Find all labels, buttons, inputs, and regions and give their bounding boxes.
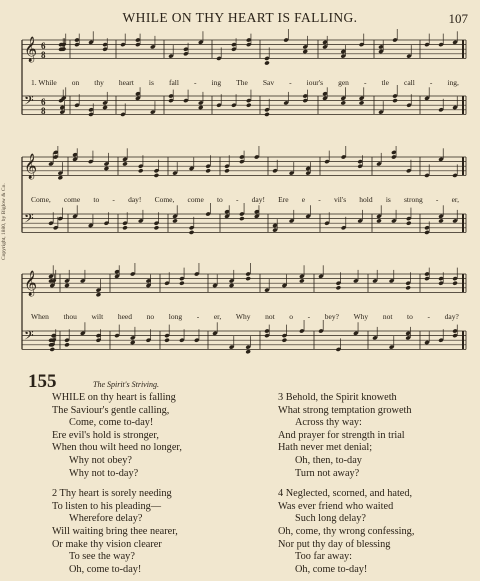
lyric-syllable: e xyxy=(301,195,306,204)
lyric-syllable: - xyxy=(307,312,311,321)
note-head xyxy=(239,216,245,221)
lyric-syllable: day! xyxy=(128,195,142,204)
verse-line: Oh, come to-day! xyxy=(69,563,142,575)
song-title: WHILE ON THY HEART IS FALLING. xyxy=(122,10,358,25)
lyrics-line-1 xyxy=(30,78,460,87)
note-head xyxy=(64,283,70,288)
note-head xyxy=(302,49,308,54)
note-head xyxy=(392,98,398,103)
lyric-syllable: fall xyxy=(168,78,179,87)
verse-line: Oh, come, thy wrong confessing, xyxy=(278,525,415,537)
verse-line: Across thy way: xyxy=(295,417,362,429)
lyric-syllable: 1. While xyxy=(31,78,57,87)
lyric-syllable: o xyxy=(289,312,294,321)
verse-line: Wherefore delay? xyxy=(69,513,143,525)
note-head xyxy=(189,230,195,235)
lyric-syllable: vil's xyxy=(333,195,347,204)
note-head xyxy=(138,168,144,173)
lyric-syllable: to xyxy=(93,195,100,204)
lyric-syllable: The xyxy=(236,78,248,87)
note-head xyxy=(102,105,108,110)
lyric-syllable: Why xyxy=(353,312,369,321)
note-head xyxy=(164,338,170,343)
verse-number: 4 xyxy=(278,488,284,500)
lyric-syllable: to xyxy=(407,312,413,321)
lyric-syllable: - xyxy=(435,195,439,204)
lyric-syllable: long xyxy=(168,312,183,321)
note-head xyxy=(299,278,305,283)
lyrics-line-3 xyxy=(30,312,460,321)
lyric-syllable: Why xyxy=(235,312,251,321)
note-head xyxy=(122,225,128,230)
verse-line: Turn not away? xyxy=(295,467,360,479)
verse-line: What strong temptation groweth xyxy=(278,404,412,416)
note-head xyxy=(438,218,444,223)
note-head xyxy=(130,340,136,345)
hymn-subtitle: The Spirit's Striving. xyxy=(93,380,159,389)
verse-line: Too far away: xyxy=(295,551,353,563)
verse-line: Come, come to-day! xyxy=(69,417,154,429)
note-head xyxy=(406,221,412,226)
copyright-side-note: Copyright, 1880, by Biglow & Co. xyxy=(1,183,7,260)
time-signature: 8 xyxy=(41,50,46,60)
verse-number: 3 xyxy=(278,392,284,403)
treble-clef: 𝄞 xyxy=(24,37,38,62)
note-head xyxy=(452,281,458,286)
verse-line: Ere evil's hold is stronger, xyxy=(52,429,159,441)
note-head xyxy=(264,112,270,117)
lyric-syllable: - xyxy=(194,78,197,87)
note-head xyxy=(405,285,411,290)
drop-letter: W xyxy=(52,392,62,403)
note-head xyxy=(205,168,211,173)
lyric-syllable: When xyxy=(31,312,49,321)
lyric-syllable: strong xyxy=(404,195,423,204)
lyric-syllable: - xyxy=(196,312,200,321)
note-head xyxy=(245,349,251,354)
lyric-syllable: day? xyxy=(444,312,459,321)
note-head xyxy=(179,281,185,286)
lyric-syllable: heart xyxy=(118,78,134,87)
treble-clef: 𝄞 xyxy=(24,154,38,179)
treble-clef: 𝄞 xyxy=(24,271,38,296)
verse-line: 4 Neglected, scorned, and hated, xyxy=(278,488,413,500)
bass-clef: 𝄢 xyxy=(24,328,34,346)
lyric-syllable: wilt xyxy=(91,312,104,321)
lyric-syllable: Sav xyxy=(262,78,275,87)
lyric-syllable: er, xyxy=(451,195,459,204)
verse-line: Nor put thy day of blessing xyxy=(278,538,391,550)
lyric-syllable: - xyxy=(289,78,292,87)
lyric-syllable: to xyxy=(216,195,223,204)
lyrics-line-2 xyxy=(30,195,460,204)
verse-2 xyxy=(52,488,182,576)
lyric-syllable: is xyxy=(385,195,391,204)
note-head xyxy=(264,60,270,65)
time-signature: 6 xyxy=(41,97,46,107)
verse-line: Hath never met denial; xyxy=(278,442,373,454)
note-head xyxy=(246,103,252,108)
verse-number: 2 xyxy=(52,488,58,500)
time-signature: 8 xyxy=(41,106,46,116)
note-head xyxy=(340,100,346,105)
note-head xyxy=(49,347,55,352)
lyric-syllable: thy xyxy=(94,78,104,87)
bass-clef: 𝄢 xyxy=(24,93,34,111)
time-signature: 6 xyxy=(41,41,46,51)
lyric-syllable: not xyxy=(265,312,275,321)
note-head xyxy=(198,105,204,110)
verses-left-column xyxy=(52,392,182,576)
note-head xyxy=(224,168,230,173)
verse-line: Or make thy vision clearer xyxy=(52,538,162,550)
lyric-syllable: gen xyxy=(338,78,349,87)
verse-line: Why not obey? xyxy=(69,454,132,466)
verse-line: WHILE on thy heart is falling xyxy=(52,392,176,403)
lyric-syllable: come xyxy=(63,195,81,204)
note-head xyxy=(245,276,251,281)
small-caps-word: HILE xyxy=(61,392,86,403)
verse-line: When thou wilt heed no longer, xyxy=(52,442,182,454)
lyric-syllable: on xyxy=(71,78,80,87)
note-head xyxy=(282,338,288,343)
lyric-syllable: Come, xyxy=(31,195,51,204)
note-head xyxy=(64,342,70,347)
hymn-number: 155 xyxy=(28,371,57,392)
note-head xyxy=(154,225,160,230)
lyric-syllable: iour's xyxy=(306,78,324,87)
lyric-syllable: Ere xyxy=(278,195,289,204)
lyric-syllable: call xyxy=(404,78,415,87)
note-head xyxy=(96,292,102,297)
lyric-syllable: ing xyxy=(211,78,222,87)
lyric-syllable: bey? xyxy=(324,312,339,321)
lyric-syllable: - xyxy=(427,312,430,321)
lyric-syllable: hold xyxy=(359,195,373,204)
note-head xyxy=(154,173,160,178)
lyric-syllable: Come, xyxy=(154,195,175,204)
page-number: 107 xyxy=(448,11,468,26)
verse-line: Oh, then, to-day xyxy=(295,454,362,466)
verse-1 xyxy=(52,392,182,480)
lyric-syllable: er, xyxy=(213,312,222,321)
note-head xyxy=(104,166,110,171)
lyric-syllable: heed xyxy=(117,312,132,321)
note-head xyxy=(359,100,365,105)
lyric-syllable: is xyxy=(148,78,154,87)
verse-line: 3 Behold, the Spirit knoweth xyxy=(278,392,397,403)
note-head xyxy=(229,283,235,288)
lyric-syllable: day! xyxy=(251,195,265,204)
lyric-syllable: ing, xyxy=(447,78,459,87)
verse-line: The Saviour's gentle calling, xyxy=(52,404,170,416)
verse-line: To listen to his pleading— xyxy=(52,500,162,512)
lyric-syllable: - xyxy=(112,195,115,204)
verse-line: Such long delay? xyxy=(295,513,366,525)
lyric-syllable: come xyxy=(187,195,204,204)
verse-4 xyxy=(278,488,414,576)
lyric-syllable: not xyxy=(382,312,393,321)
note-head xyxy=(376,218,382,223)
lyric-syllable: - xyxy=(429,78,433,87)
verse-line: Oh, come to-day! xyxy=(295,563,368,575)
lyric-syllable: - xyxy=(363,78,367,87)
lyric-syllable: tle xyxy=(381,78,389,87)
note-head xyxy=(172,218,178,223)
lyric-syllable: - xyxy=(235,195,239,204)
verse-line: Why not to-day? xyxy=(69,467,139,479)
verse-line: 2 Thy heart is sorely needing xyxy=(52,488,172,500)
verses-right-column xyxy=(278,392,414,576)
verse-line: To see the way? xyxy=(69,551,135,563)
verse-line: Will waiting bring thee nearer, xyxy=(52,525,178,537)
lyric-syllable: no xyxy=(146,312,155,321)
bass-clef: 𝄢 xyxy=(24,211,34,229)
note-head xyxy=(336,285,342,290)
lyric-syllable: - xyxy=(318,195,321,204)
verse-line: And prayer for strength in trial xyxy=(278,429,405,441)
verse-line: Was ever friend who waited xyxy=(278,500,394,512)
note-head xyxy=(57,175,63,180)
note-head xyxy=(122,161,128,166)
lyric-syllable: thou xyxy=(63,312,77,321)
verse-3 xyxy=(278,392,414,480)
